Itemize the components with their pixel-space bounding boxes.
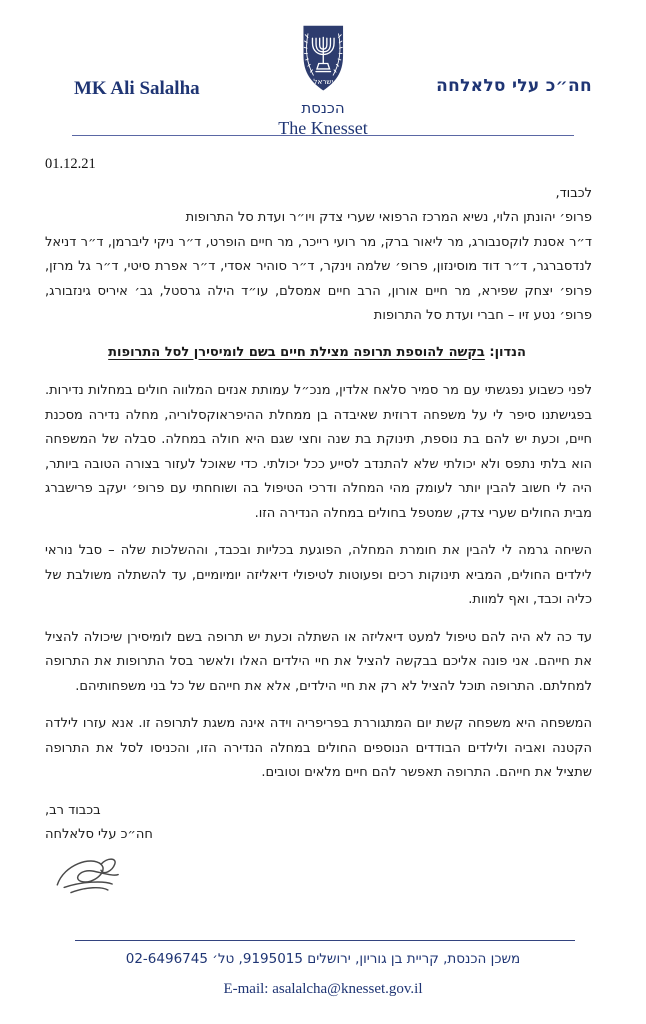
letter-date: 01.12.21 — [45, 156, 96, 172]
recipient-line: ד״ר אסנת לוקסנבורג, מר ליאור ברק, מר רועי רייכר, מר חיים הופרט, ד״ר ניקי ליברמן, ד״ר דניאל לנדסברגר, ד״ר דוד מוסינזון, פרופ׳ שלמה וינקר, ד״ר סוהיר אסדי, ד״ר אפרת סיטי, ד״ר גל מרזן, פרופ׳ יצחק שפירא, מר חיים אורון, הרב חיים אמסלם, עו״ד הילה גרסטל, גב׳ איריס גינזבורג, פרופ׳ נטע זיו – חברי ועדת סל התרופות — [45, 234, 592, 323]
body-paragraph: השיחה גרמה לי להבין את חומרת המחלה, הפוגעת בכליות ובכבד, וההשלכות שלה – סבל נוראי לילדים החולים, המביא תינוקות רכים ופעוטות לטיפולי דיאליזה יומיומיים, עד להשתלה משולבת של כליה וכבד, ואף למוות. — [45, 543, 592, 607]
signature-block — [45, 854, 592, 912]
subject-text: בקשה להוספת תרופה מצילת חיים בשם לומיסירן לסל התרופות — [108, 344, 485, 360]
closing-block — [45, 799, 592, 848]
subject-line — [45, 341, 526, 366]
body-paragraph: המשפחה היא משפחה קשת יום המתגוררת בפריפריה וידה אינה משגת לתרופה זו. אנא עזרו לילדה הקטנה ואביה ולילדים הבודדים הנוספים החולים במחלה הנדירה הזו, והכניסו לסל את התרופה שתציל את חייהם. התרופה תאפשר להם חיים מלאים וטובים. — [45, 716, 592, 780]
knesset-label-hebrew: הכנסת — [301, 99, 345, 117]
footer-address: משכן הכנסת, קריית בן גוריון, ירושלים 9195015, טל׳ 02-6496745 — [125, 951, 521, 967]
recipients-block — [45, 182, 592, 329]
mk-name-english: MK Ali Salalha — [74, 78, 200, 99]
recipient-line: פרופ׳ יהונתן הלוי, נשיא המרכז הרפואי שערי צדק ויו״ר ועדת סל התרופות — [185, 210, 592, 225]
header-divider — [72, 135, 574, 136]
knesset-label-english: The Knesset — [278, 118, 368, 138]
body-paragraph: עד כה לא היה להם טיפול למעט דיאליזה או השתלה וכעת יש תרופה בשם לומיסירן שיכולה להציל את חייהם. אני פונה אליכם בבקשה להציל את חיי הילדים האלו ולאשר בסל התרופות את התרופה למחלתם. התרופה תוכל להציל לא רק את חיי הילדים, אלא את חייהם של כל בני משפחותיהם. — [45, 629, 592, 694]
mk-name-hebrew: חה״כ עלי סלאלחה — [436, 76, 592, 96]
subject-label: הנדון: — [484, 344, 526, 360]
israel-state-emblem-icon — [278, 22, 367, 96]
closing-regards: בכבוד רב, — [45, 802, 101, 818]
emblem-caption: ישראל — [313, 77, 333, 87]
salutation: לכבוד, — [555, 185, 592, 201]
letter-body — [45, 152, 592, 911]
closing-name: חה״כ עלי סלאלחה — [45, 827, 153, 842]
footer-email-link[interactable]: E-mail: asalalcha@knesset.gov.il — [223, 981, 423, 997]
handwritten-signature-icon — [45, 891, 139, 906]
knesset-emblem-block — [278, 22, 367, 139]
footer-divider — [75, 940, 575, 941]
body-paragraph: לפני כשבוע נפגשתי עם מר סמיר סלאח אלדין, מנכ״ל עמותת אנזים המלווה חולים במחלות נדירות. בפגישתנו סיפר לי על משפחה דרוזית שאיבדה בן ממחלת ההיפראוקסלוריה, מחלה נדירה מסכנת חיים, וכעת יש להם בת נוספת, תינוקת בת שנה וחצי שגם היא חולה במחלה. סבלה של המשפחה הוא בלתי נתפס ולא יכולתי שלא להתנדב לסייע ככל יכולתי. כדי שאוכל לעזור בצורה הטובה ביותר, היה לי חשוב להבין יותר לעומק מהי המחלה ודרכי הטיפול בה ושוחחתי עם פרופ׳ יעקב פרישברג מבית החולים שערי צדק, שמטפל בחולים במחלה הנדירה הזו. — [45, 383, 592, 521]
